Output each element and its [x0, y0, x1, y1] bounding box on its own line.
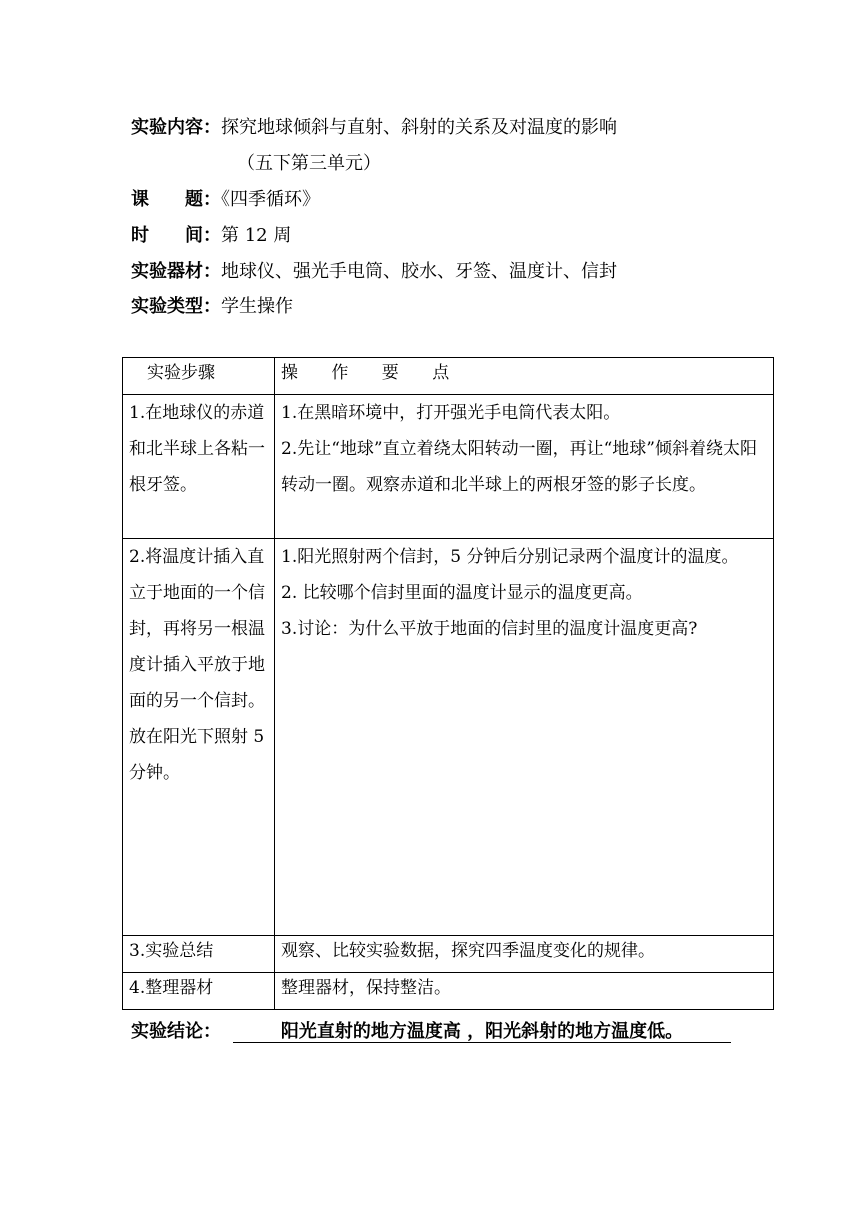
time-label: 时 间： [131, 225, 221, 246]
step-cell: 3.实验总结 [123, 936, 275, 973]
type-value: 学生操作 [221, 296, 293, 317]
materials-line [131, 261, 617, 283]
table-row [123, 973, 774, 1010]
conclusion-value: 阳光直射的地方温度高 ，阳光斜射的地方温度低。 [233, 1022, 731, 1043]
point-item: 2. 比较哪个信封里面的温度计显示的温度更高。 [281, 583, 643, 603]
type-label: 实验类型： [131, 296, 221, 317]
table-row [123, 539, 774, 936]
step-cell: 4.整理器材 [123, 973, 275, 1010]
type-line [131, 296, 293, 318]
header-steps: 实验步骤 [123, 358, 275, 395]
experiment-content-line [131, 117, 617, 139]
time-line [131, 225, 291, 247]
topic-line [131, 189, 320, 211]
points-cell: 观察、比较实验数据，探究四季温度变化的规律。 [275, 936, 774, 973]
time-value: 第 12 周 [221, 225, 292, 246]
table-header-row [123, 358, 774, 395]
points-cell [275, 395, 774, 539]
points-cell: 整理器材，保持整洁。 [275, 973, 774, 1010]
point-item: 3.讨论：为什么平放于地面的信封里的温度计温度更高? [281, 619, 698, 639]
step-cell: 2.将温度计插入直立于地面的一个信封，再将另一根温度计插入平放于地面的另一个信封。放在阳光下照射 5 分钟。 [123, 539, 275, 936]
point-item: 1.在黑暗环境中，打开强光手电筒代表太阳。 [281, 403, 621, 423]
experiment-content-value: 探究地球倾斜与直射、斜射的关系及对温度的影响 [221, 117, 617, 138]
point-item: 1.阳光照射两个信封，5 分钟后分别记录两个温度计的温度。 [281, 547, 739, 567]
experiment-content-sub: （五下第三单元） [237, 153, 381, 174]
materials-value: 地球仪、强光手电筒、胶水、牙签、温度计、信封 [221, 261, 617, 282]
steps-table [122, 357, 774, 1010]
topic-label: 课 题： [131, 189, 221, 210]
point-item: 2.先让“地球”直立着绕太阳转动一圈，再让“地球”倾斜着绕太阳转动一圈。观察赤道和北半球上的两根牙签的影子长度。 [281, 439, 757, 495]
topic-value: 《四季循环》 [221, 189, 320, 210]
conclusion-line [131, 1020, 731, 1044]
materials-label: 实验器材： [131, 261, 221, 282]
experiment-content-label: 实验内容： [131, 117, 221, 138]
points-cell [275, 539, 774, 936]
header-points: 操 作 要 点 [275, 358, 774, 395]
table-row [123, 936, 774, 973]
conclusion-label: 实验结论： [131, 1021, 221, 1042]
step-cell: 1.在地球仪的赤道和北半球上各粘一根牙签。 [123, 395, 275, 539]
table-row [123, 395, 774, 539]
